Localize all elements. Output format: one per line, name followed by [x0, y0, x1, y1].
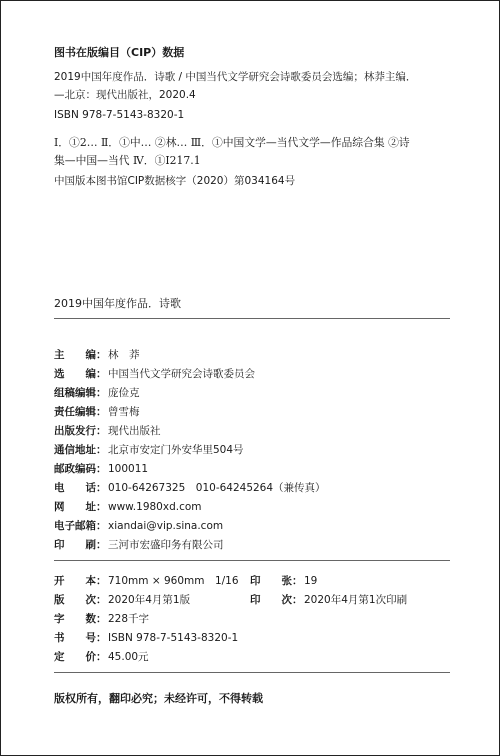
spec-value: 228千字: [108, 613, 150, 625]
spec-label: 开 本：: [54, 575, 107, 587]
cip-heading: 图书在版编目（CIP）数据: [54, 46, 185, 59]
credit-label: 责任编辑：: [54, 406, 107, 418]
credit-value: 北京市安定门外安华里504号: [108, 444, 244, 456]
cip-classification-2: 集—中国—当代 Ⅳ．①I217.1: [54, 154, 201, 167]
cip-line-2: —北京：现代出版社，2020.4: [54, 89, 196, 101]
spec-label: 印 次：: [250, 594, 303, 606]
credit-value: www.1980xd.com: [108, 501, 202, 513]
credit-value: 现代出版社: [108, 425, 161, 437]
credit-label: 电 话：: [54, 482, 107, 494]
spec-label: 定 价：: [54, 651, 107, 663]
credit-value: 中国当代文学研究会诗歌委员会: [108, 368, 255, 380]
credit-value: 林 莽: [108, 349, 140, 361]
spec-label: 印 张：: [250, 575, 303, 587]
divider-middle: [54, 560, 450, 561]
cip-isbn: ISBN 978-7-5143-8320-1: [54, 109, 185, 121]
credit-label: 组稿编辑：: [54, 387, 107, 399]
credit-label: 出版发行：: [54, 425, 107, 437]
credit-label: 主 编：: [54, 349, 107, 361]
credit-value: 100011: [108, 463, 149, 475]
credit-value: 曾雪梅: [108, 406, 140, 418]
credit-value: 010-64267325 010-64245264（兼传真）: [108, 482, 326, 494]
spec-value: 45.00元: [108, 651, 149, 663]
book-title: 2019中国年度作品．诗歌: [54, 297, 181, 310]
credit-label: 选 编：: [54, 368, 107, 380]
divider-bottom: [54, 672, 450, 673]
credit-value: 庞俭克: [108, 387, 140, 399]
cip-record-number: 中国版本图书馆CIP数据核字（2020）第034164号: [54, 175, 296, 187]
cip-line-1: 2019中国年度作品．诗歌 / 中国当代文学研究会诗歌委员会选编；林莽主编．: [54, 71, 417, 83]
cip-classification-1: Ⅰ．①2… Ⅱ．①中… ②林… Ⅲ．①中国文学—当代文学—作品综合集 ②诗: [54, 136, 410, 149]
divider-top: [54, 318, 450, 319]
spec-label: 书 号：: [54, 632, 107, 644]
credit-label: 网 址：: [54, 501, 107, 513]
credit-value: xiandai@vip.sina.com: [108, 520, 224, 532]
credit-label: 电子邮箱：: [54, 520, 107, 532]
spec-value: 2020年4月第1次印刷: [304, 594, 408, 606]
credit-label: 通信地址：: [54, 444, 107, 456]
spec-value: 710mm × 960mm 1/16: [108, 575, 239, 587]
spec-value: 19: [304, 575, 318, 587]
credit-label: 邮政编码：: [54, 463, 107, 475]
credit-label: 印 刷：: [54, 539, 107, 551]
copyright-notice: 版权所有，翻印必究；未经许可，不得转载: [54, 692, 263, 705]
spec-value: ISBN 978-7-5143-8320-1: [108, 632, 239, 644]
spec-value: 2020年4月第1版: [108, 594, 191, 606]
credit-value: 三河市宏盛印务有限公司: [108, 539, 224, 551]
spec-label: 版 次：: [54, 594, 107, 606]
spec-label: 字 数：: [54, 613, 107, 625]
